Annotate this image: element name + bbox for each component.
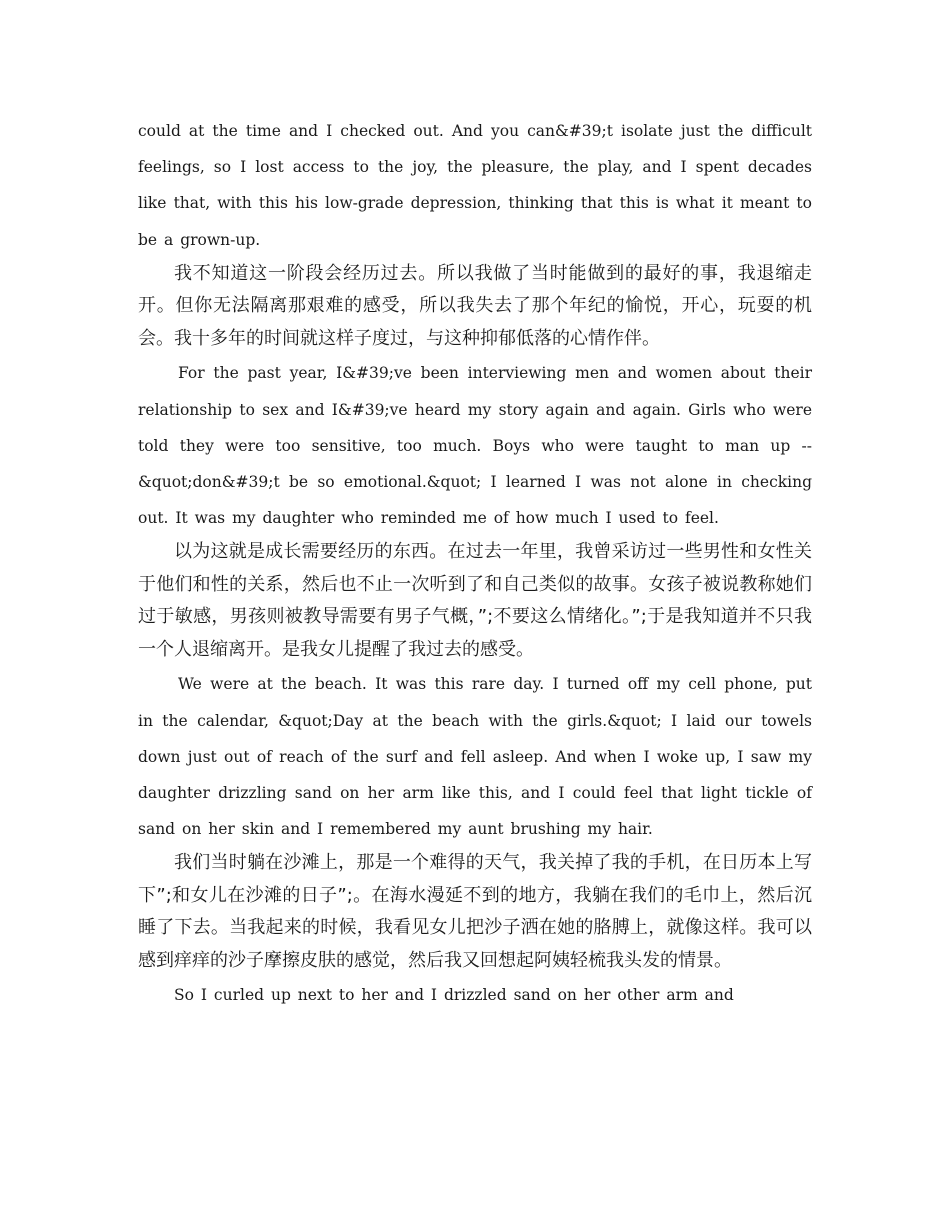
document-page — [138, 113, 812, 1014]
paragraph-en-1: could at the time and I checked out. And you can&#39;t isolate just the difficult feelings, so I lost access to the joy, the pleasure, the play, and I spent decades like that, with this his low-grade depression, thinking that this is what it meant to be a grown-up. — [138, 122, 812, 249]
paragraph-en-3: We were at the beach. It was this rare day. I turned off my cell phone, put in the calendar, &quot;Day at the beach with the girls.&quot; I laid our towels down just out of reach of the surf and fell asleep. And when I woke up, I saw my daughter drizzling sand on her arm like this, and I could feel that light tickle of sand on her skin and I remembered my aunt brushing my hair. — [138, 675, 812, 839]
paragraph-zh-1: 我不知道这一阶段会经历过去。所以我做了当时能做到的最好的事，我退缩走开。但你无法隔离那艰难的感受，所以我失去了那个年纪的愉悦，开心，玩耍的机会。我十多年的时间就这样子度过，与这种抑郁低落的心情作伴。 — [138, 262, 812, 349]
paragraph-zh-3: 我们当时躺在沙滩上，那是一个难得的天气，我关掉了我的手机，在日历本上写下”;和女儿在沙滩的日子”;。在海水漫延不到的地方，我躺在我们的毛巾上，然后沉睡了下去。当我起来的时候，我看见女儿把沙子洒在她的胳膊上，就像这样。我可以感到痒痒的沙子摩擦皮肤的感觉，然后我又回想起阿姨轻梳我头发的情景。 — [138, 852, 812, 971]
paragraph-zh-2: 以为这就是成长需要经历的东西。在过去一年里，我曾采访过一些男性和女性关于他们和性的关系，然后也不止一次听到了和自己类似的故事。女孩子被说教称她们过于敏感，男孩则被教导需要有男子气概，”;不要这么情绪化。”;于是我知道并不只我一个人退缩离开。是我女儿提醒了我过去的感受。 — [138, 541, 812, 660]
paragraph-en-4: So I curled up next to her and I drizzled sand on her other arm and — [174, 986, 734, 1005]
paragraph-en-2: For the past year, I&#39;ve been interviewing men and women about their relationship to sex and I&#39;ve heard my story again and again. Girls who were told they were too sensitive, too much. Boys who were taught to man up -- &quot;don&#39;t be so emotional.&quot; I learned I was not alone in checking out. It was my daughter who reminded me of how much I used to feel. — [138, 364, 812, 528]
